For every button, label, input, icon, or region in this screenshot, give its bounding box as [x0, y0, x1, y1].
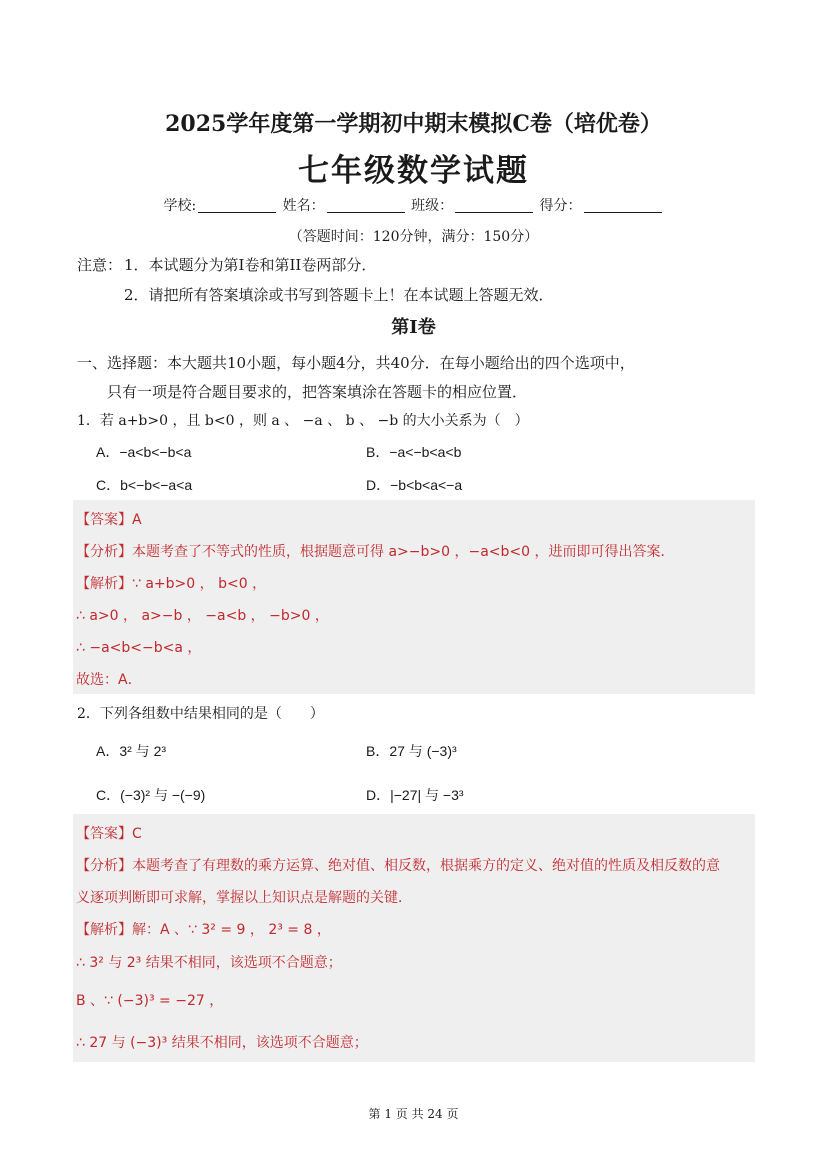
part1-instruction-2: 只有一项是符合题目要求的，把答案填涂在答题卡的相应位置． — [107, 383, 528, 401]
q2-option-a[interactable]: A．3² 与 2³ — [96, 743, 167, 759]
q2-analysis-2: 义逐项判断即可求解，掌握以上知识点是解题的关键． — [76, 890, 412, 906]
name-field[interactable] — [327, 200, 405, 213]
student-info-row — [0, 195, 827, 215]
section-title: 第I卷 — [391, 317, 436, 338]
class-field[interactable] — [455, 200, 533, 213]
school-field[interactable] — [198, 200, 276, 213]
q2-answer: 【答案】C — [76, 826, 142, 842]
exam-subject-title: 七年级数学试题 — [298, 153, 529, 189]
exam-title: 2025学年度第一学期初中期末模拟C卷（培优卷） — [165, 111, 662, 137]
q2-option-d[interactable]: D．|−27| 与 −3³ — [366, 787, 464, 803]
notice-label: 注意： — [77, 256, 123, 274]
q1-option-a[interactable]: A．−a<b<−b<a — [96, 444, 192, 460]
q1-option-c[interactable]: C．b<−b<−a<a — [96, 477, 193, 493]
part1-instruction-1: 一、选择题：本大题共10小题，每小题4分，共40分．在每小题给出的四个选项中， — [77, 354, 635, 372]
q2-option-b[interactable]: B．27 与 (−3)³ — [366, 743, 457, 759]
q1-answer: 【答案】A — [76, 512, 142, 528]
q2-solution-4: ∴ 27 与 (−3)³ 结果不相同，该选项不合题意； — [76, 1035, 368, 1051]
score-label: 得分： — [539, 198, 582, 214]
time-note: （答题时间：120分钟，满分：150分） — [288, 229, 539, 245]
class-label: 班级： — [411, 198, 454, 214]
q1-answer-box — [73, 500, 755, 694]
score-field[interactable] — [584, 200, 662, 213]
q2-analysis-1: 【分析】本题考查了有理数的乘方运算、绝对值、相反数，根据乘方的定义、绝对值的性质及相反数的意 — [76, 858, 720, 874]
q1-option-b[interactable]: B．−a<−b<a<b — [366, 444, 462, 460]
q1-solution-3: ∴ −a<b<−b<a ， — [76, 640, 202, 656]
q1-solution-2: ∴ a>0 ， a>−b ， −a<b ， −b>0 ， — [76, 608, 329, 624]
name-label: 姓名： — [282, 198, 325, 214]
notice-item-2: 2．请把所有答案填涂或书写到答题卡上！在本试题上答题无效． — [124, 286, 554, 304]
q1-analysis: 【分析】本题考查了不等式的性质，根据题意可得 a>−b>0 ，−a<b<0 ，进而即可得出答案． — [76, 544, 675, 560]
q2-solution-2: ∴ 3² 与 2³ 结果不相同，该选项不合题意； — [76, 955, 342, 971]
q1-stem: 1．若 a+b>0 ，且 b<0 ，则 a 、 −a 、 b 、 −b 的大小关系为（ ） — [77, 413, 529, 429]
q2-solution-3: B 、∵ (−3)³ = −27 ， — [76, 993, 224, 1009]
page-footer: 第 1 页 共 24 页 — [368, 1107, 459, 1121]
notice-item-1: 1．本试题分为第I卷和第II卷两部分． — [124, 256, 377, 274]
q1-solution-4: 故选：A． — [76, 672, 142, 688]
q1-solution-1: 【解析】∵ a+b>0 ， b<0 ， — [76, 576, 267, 592]
q1-option-d[interactable]: D．−b<b<a<−a — [366, 477, 463, 493]
q2-option-c[interactable]: C．(−3)² 与 −(−9) — [96, 787, 206, 803]
q2-stem: 2．下列各组数中结果相同的是（ ） — [77, 706, 324, 722]
school-label: 学校: — [163, 198, 197, 214]
q2-solution-1: 【解析】解：A 、∵ 3² = 9 ， 2³ = 8 ， — [76, 922, 331, 938]
